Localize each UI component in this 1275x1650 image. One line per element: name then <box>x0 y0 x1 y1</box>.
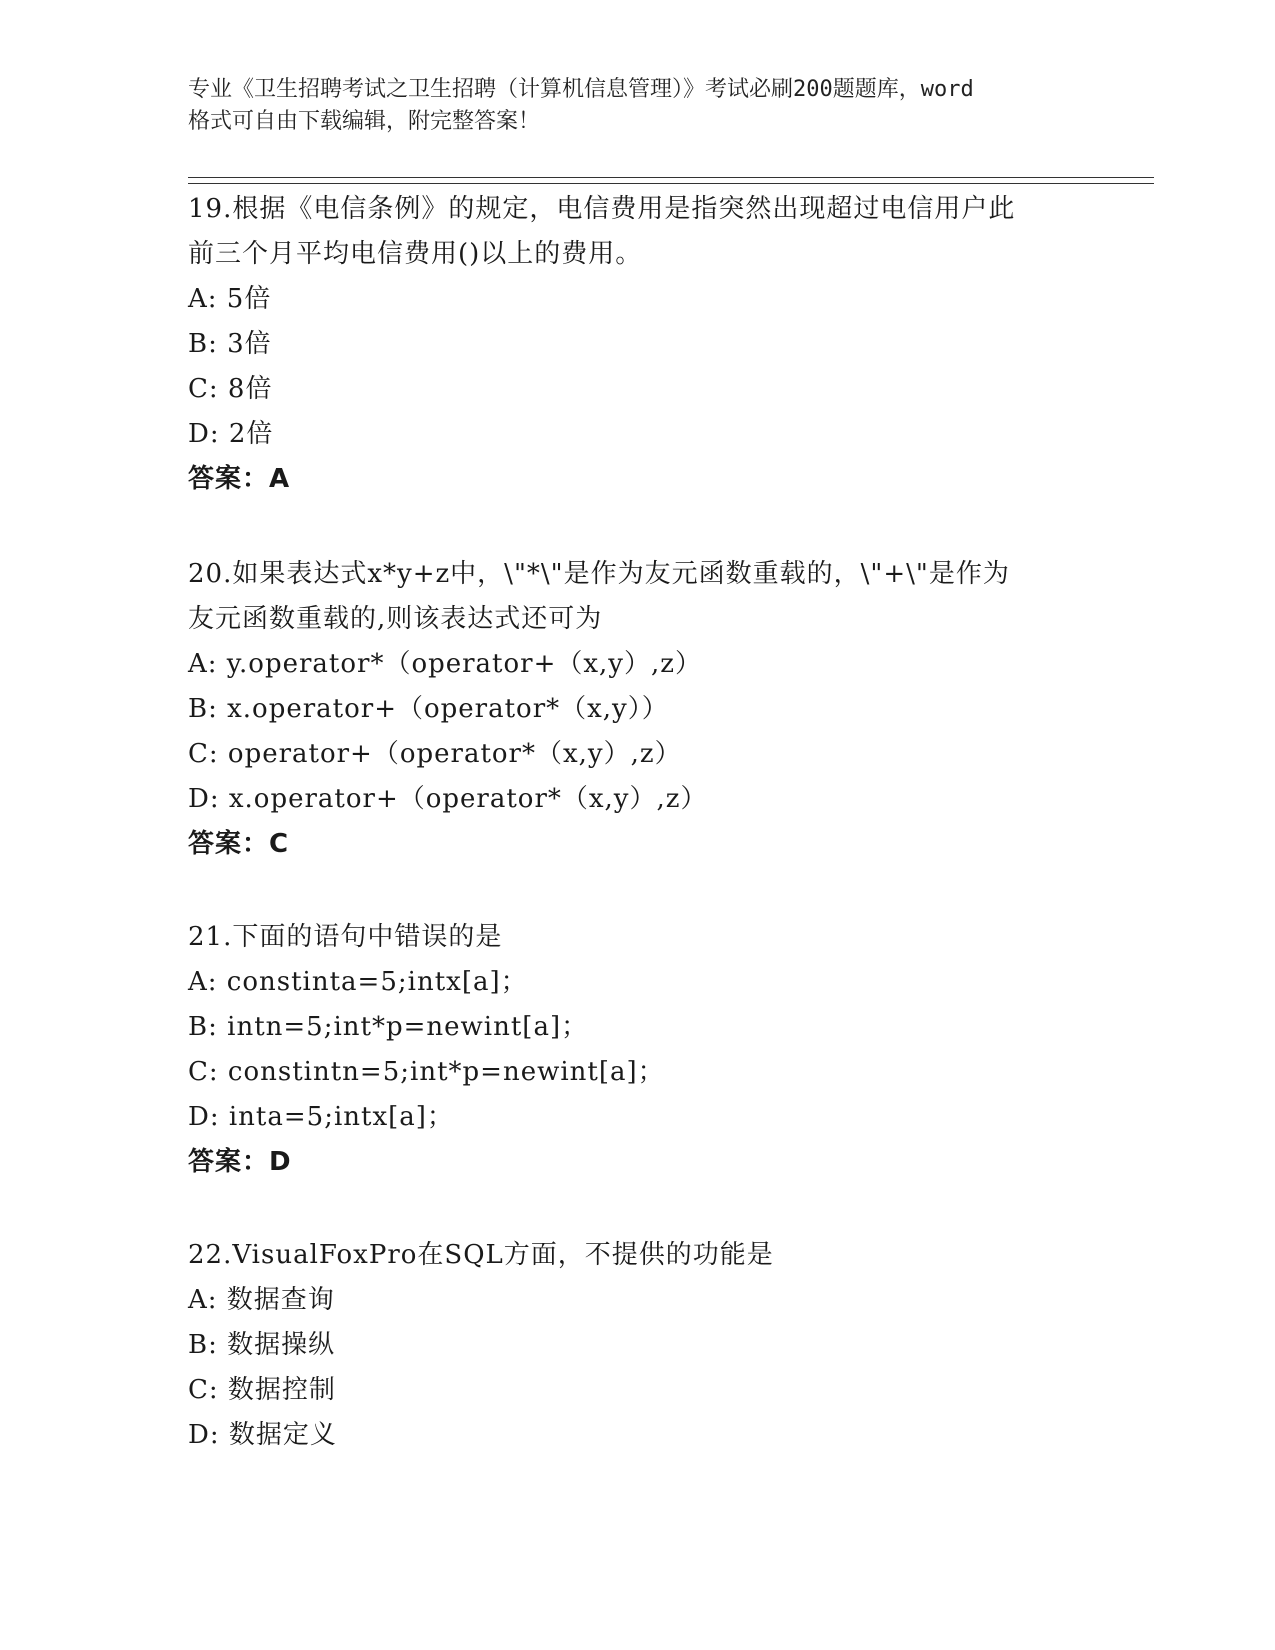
option-a: A: 5倍 <box>188 284 272 314</box>
answer: 答案：C <box>188 829 290 859</box>
option-d: D: inta=5;intx[a]； <box>188 1102 454 1132</box>
option-b: B: 3倍 <box>188 329 272 359</box>
option-b: B: 数据操纵 <box>188 1330 336 1360</box>
option-d: D: 2倍 <box>188 419 274 449</box>
option-a: A: 数据查询 <box>188 1285 335 1315</box>
answer: 答案：A <box>188 464 291 494</box>
question-text-line: 前三个月平均电信费用()以上的费用。 <box>188 239 643 269</box>
answer: 答案：D <box>188 1147 292 1177</box>
option-b: B: intn=5;int*p=newint[a]； <box>188 1012 589 1042</box>
header-rule-bottom <box>188 183 1154 184</box>
option-c: C: constintn=5;int*p=newint[a]； <box>188 1057 665 1087</box>
option-b: B: x.operator+（operator*（x,y）） <box>188 694 669 724</box>
question-20 <box>188 552 1088 867</box>
header-line-1: 专业《卫生招聘考试之卫生招聘（计算机信息管理）》考试必刷200题题库，word <box>188 77 974 102</box>
question-text-line: 19.根据《电信条例》的规定，电信费用是指突然出现超过电信用户此 <box>188 194 1016 224</box>
option-d: D: x.operator+（operator*（x,y）,z） <box>188 784 708 814</box>
option-c: C: 8倍 <box>188 374 273 404</box>
document-header <box>188 74 1088 138</box>
option-c: C: 数据控制 <box>188 1375 336 1405</box>
question-text-line: 21.下面的语句中错误的是 <box>188 922 503 952</box>
option-a: A: constinta=5;intx[a]； <box>188 967 528 997</box>
header-line-2: 格式可自由下载编辑，附完整答案！ <box>188 109 541 134</box>
question-19 <box>188 187 1088 502</box>
question-22 <box>188 1233 1088 1458</box>
option-c: C: operator+（operator*（x,y）,z） <box>188 739 682 769</box>
question-text-line: 20.如果表达式x*y+z中，\"*\"是作为友元函数重载的，\"+\"是作为 <box>188 559 1010 589</box>
question-text-line: 友元函数重载的,则该表达式还可为 <box>188 604 603 634</box>
option-d: D: 数据定义 <box>188 1420 337 1450</box>
header-rule-top <box>188 177 1154 178</box>
option-a: A: y.operator*（operator+（x,y）,z） <box>188 649 702 679</box>
question-21 <box>188 915 1088 1185</box>
question-text-line: 22.VisualFoxPro在SQL方面，不提供的功能是 <box>188 1240 774 1270</box>
